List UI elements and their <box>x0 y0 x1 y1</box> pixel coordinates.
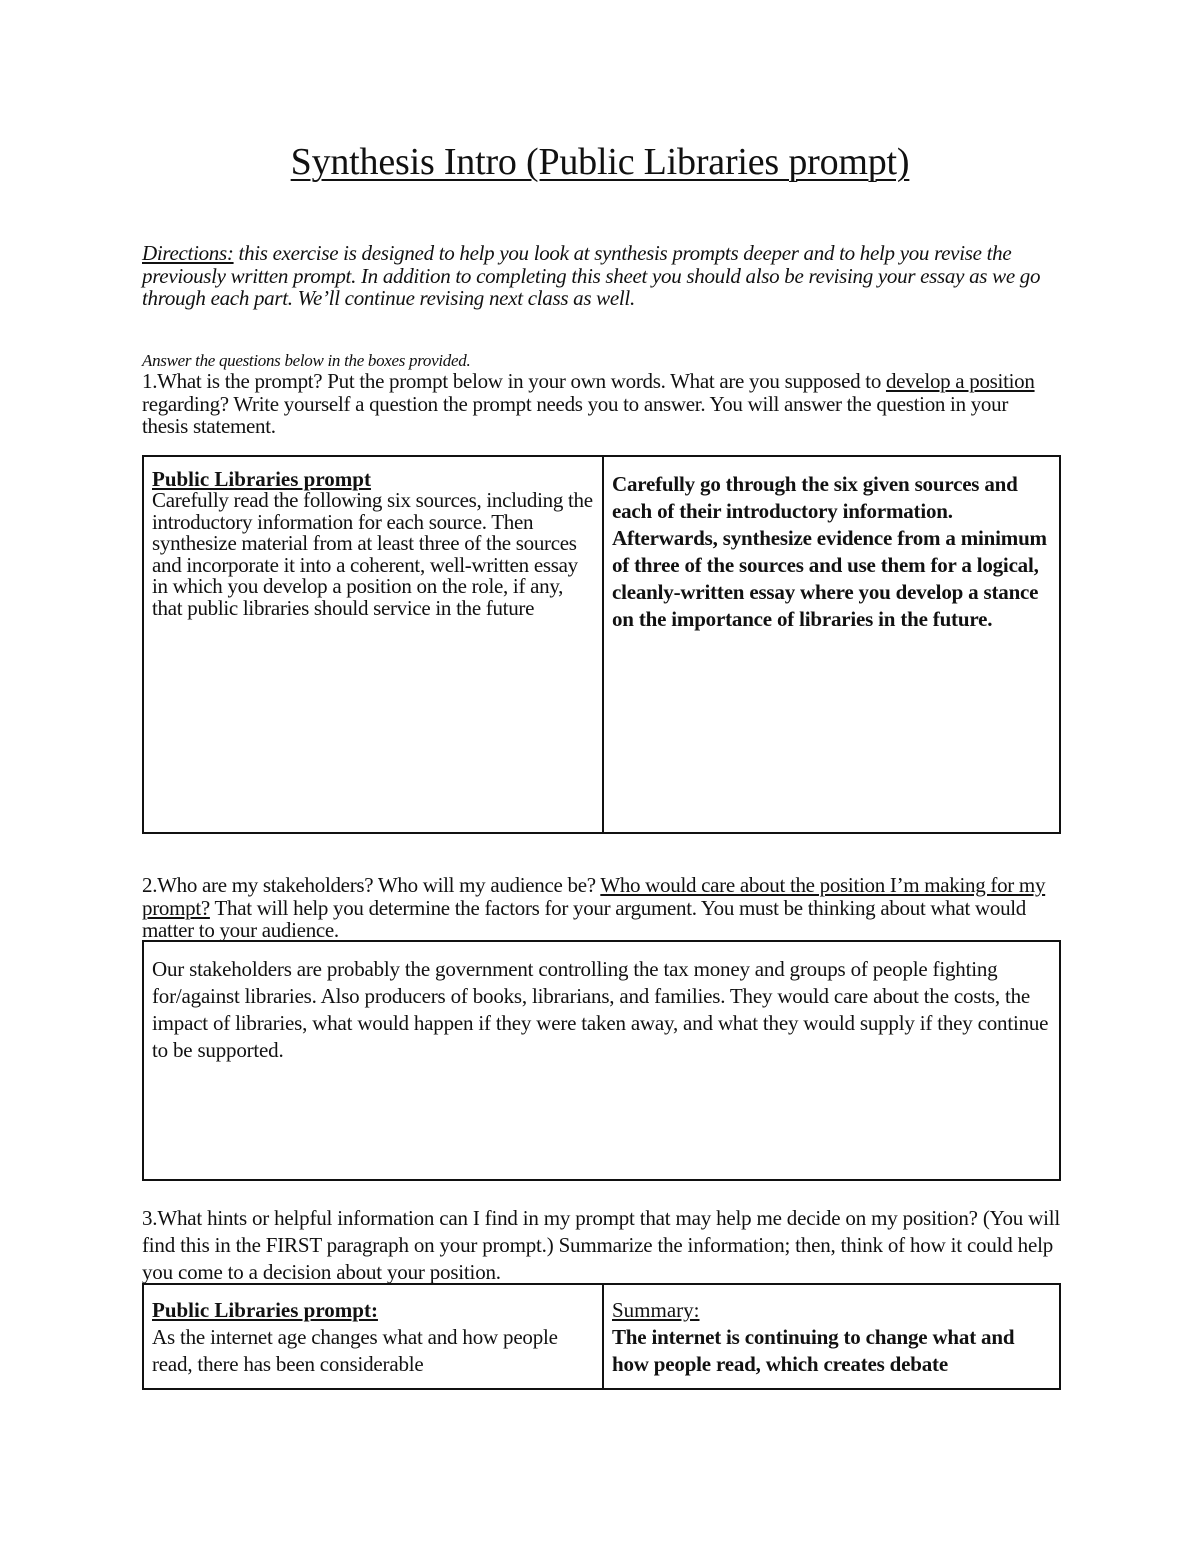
stakeholders-answer-box[interactable] <box>142 940 1061 1181</box>
directions-label: Directions: <box>142 241 234 265</box>
page-title: Synthesis Intro (Public Libraries prompt) <box>290 141 910 183</box>
question-1-part2: regarding? Write yourself a question the prompt needs you to answer. You will answer the question in your thesis statement. <box>142 391 1009 438</box>
question-2-part1: 2.Who are my stakeholders? Who will my audience be? <box>142 873 601 897</box>
hints-summary-table <box>142 1283 1061 1390</box>
summary-heading: Summary: <box>612 1298 700 1322</box>
directions-text: this exercise is designed to help you look at synthesis prompts deeper and to help you revise the previously written prompt. In addition to completing this sheet you should also be revising your essay as we go through each part. We’ll continue revising next class as well. <box>142 241 1041 310</box>
answer-note: Answer the questions below in the boxes provided. <box>142 351 471 370</box>
question-2-underlined: Who would care about the position I’m making for my prompt? <box>142 873 1046 920</box>
prompt-excerpt-cell <box>144 1285 602 1388</box>
stakeholders-answer-text: Our stakeholders are probably the government controlling the tax money and groups of people fighting for/against libraries. Also producers of books, librarians, and families. They would care about the costs, the impact of libraries, what would happen if they were taken away, and what they would supply if they continue to be supported. <box>152 957 1049 1062</box>
original-prompt-heading: Public Libraries prompt <box>152 467 371 491</box>
question-1-part1: 1.What is the prompt? Put the prompt below in your own words. What are you supposed to <box>142 369 886 393</box>
rewritten-prompt-text: Carefully go through the six given sources and each of their introductory information. Afterwards, synthesize evidence from a minimum of three of the sources and use them for a logical, cleanly-written essay where you develop a stance on the importance of libraries in the future. <box>612 472 1047 631</box>
prompt-comparison-table <box>142 455 1061 834</box>
original-prompt-text: Carefully read the following six sources, including the introductory information for each source. Then synthesize material from at least three of the sources and incorporate it into a coherent, well-written essay in which you develop a position on the role, if any, that public libraries should service in the future <box>152 488 593 620</box>
question-1 <box>142 370 1047 438</box>
question-3: 3.What hints or helpful information can I find in my prompt that may help me decide on my position? (You will find this in the FIRST paragraph on your prompt.) Summarize the information; then, think of how it could help you come to a decision about your position. <box>142 1206 1060 1284</box>
prompt-excerpt-text: As the internet age changes what and how people read, there has been considerable <box>152 1325 558 1376</box>
summary-cell[interactable] <box>602 1285 1059 1388</box>
summary-text: The internet is continuing to change what and how people read, which creates debate <box>612 1325 1015 1376</box>
prompt-excerpt-heading: Public Libraries prompt: <box>152 1298 378 1322</box>
rewritten-prompt-cell[interactable] <box>602 457 1059 832</box>
question-2-part2: That will help you determine the factors for your argument. You must be thinking about what would matter to your audience. <box>142 895 1026 942</box>
original-prompt-cell <box>144 457 602 832</box>
question-1-underlined: develop a position <box>885 369 1035 393</box>
directions-paragraph <box>142 242 1067 310</box>
question-2 <box>142 874 1067 942</box>
